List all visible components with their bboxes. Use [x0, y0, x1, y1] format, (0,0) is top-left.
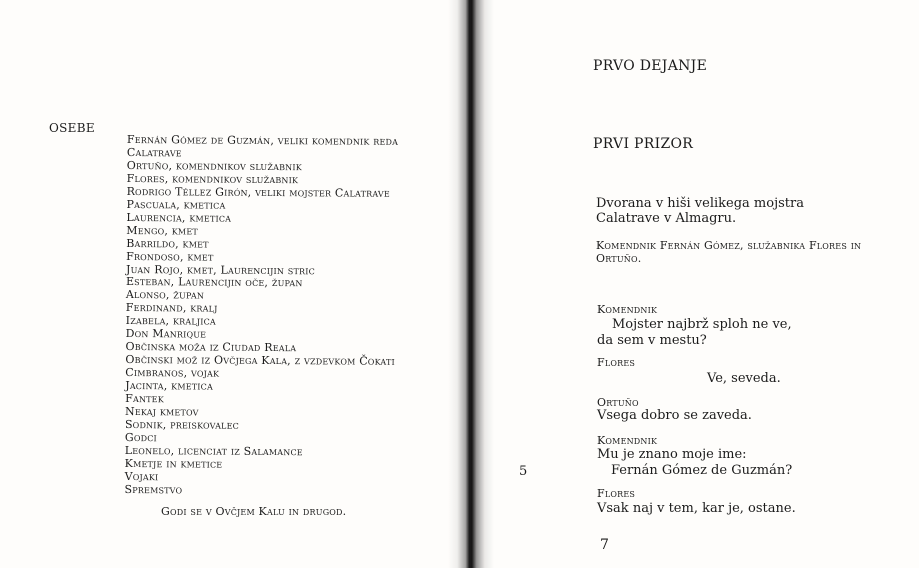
- cast-entry: Leonelo, licenciat iz Salamance: [124, 443, 303, 459]
- cast-entry: Fernán Gómez de Guzmán, veliki komendnik reda: [126, 133, 399, 148]
- cast-entry: Fantek: [125, 392, 164, 406]
- setting-note: Godi se v Ovčjem Kalu in drugod.: [161, 505, 347, 518]
- cast-entry: Kmetje in kmetice: [124, 456, 223, 471]
- cast-heading: OSEBE: [49, 121, 95, 135]
- cast-entry: Pascuala, kmetica: [126, 197, 226, 212]
- cast-entry: Ortuño, komendnikov služabnik: [126, 158, 302, 174]
- cast-entry: Vojaki: [124, 469, 159, 484]
- act-title: PRVO DEJANJE: [593, 58, 708, 74]
- verse-line: Vsak naj v tem, kar je, ostane.: [597, 501, 796, 516]
- scene-title: PRVI PRIZOR: [593, 136, 694, 152]
- left-page-number: 5: [519, 464, 528, 479]
- right-page: [472, 0, 919, 568]
- verse-line: Vsega dobro se zaveda.: [597, 408, 752, 423]
- cast-entry: Mengo, kmet: [126, 223, 198, 238]
- verse-line: Mu je znano moje ime:: [597, 447, 747, 462]
- verse-line: da sem v mestu?: [597, 333, 707, 348]
- cast-entry: Calatrave: [126, 145, 182, 160]
- cast-entry: Barrildo, kmet: [126, 236, 209, 251]
- book-gutter: [448, 0, 494, 568]
- speaker-label: Komendnik: [597, 303, 658, 316]
- cast-entry: Spremstvo: [124, 482, 183, 497]
- cast-entry: Frondoso, kmet: [126, 249, 214, 264]
- verse-line: Mojster najbrž sploh ne ve,: [612, 317, 792, 332]
- scene-characters: Komendnik Fernán Gómez, služabnika Flores in Ortuño.: [596, 239, 862, 265]
- dialogue-line: [597, 447, 792, 479]
- cast-entry: Ferdinand, kralj: [125, 301, 218, 316]
- cast-entry: Flores, komendnikov služabnik: [126, 171, 299, 187]
- cast-entry: Don Manrique: [125, 327, 207, 341]
- dialogue-line: [597, 317, 792, 349]
- cast-entry: Nekaj kmetov: [125, 405, 199, 419]
- speaker-label: Ortuño: [597, 396, 639, 409]
- cast-entry: Občinski mož iz Ovčjega Kala, z vzdevkom Čokati: [125, 353, 395, 369]
- cast-entry: Esteban, Laurencijin oče, župan: [125, 275, 303, 290]
- speaker-label: Flores: [597, 356, 636, 369]
- cast-entry: Godci: [124, 430, 157, 445]
- cast-entry: Sodnik, preiskovalec: [124, 417, 240, 432]
- cast-entry: Rodrigo Téllez Girón, veliki mojster Calatrave: [126, 184, 391, 200]
- cast-list: [124, 134, 398, 499]
- speaker-label: Komendnik: [597, 434, 658, 447]
- speaker-label: Flores: [597, 487, 636, 500]
- cast-entry: Alonso, župan: [125, 288, 205, 302]
- verse-line: Ve, seveda.: [707, 371, 781, 386]
- cast-entry: Laurencia, kmetica: [126, 210, 232, 225]
- verse-line: Fernán Gómez de Guzmán?: [611, 463, 793, 478]
- cast-entry: Juan Rojo, kmet, Laurencijin stric: [126, 262, 315, 277]
- right-page-number: 7: [600, 537, 609, 553]
- cast-entry: Občinska moža iz Ciudad Reala: [125, 340, 297, 355]
- cast-entry: Cimbranos, vojak: [125, 366, 220, 380]
- cast-entry: Jacinta, kmetica: [125, 379, 214, 393]
- scene-setting: Dvorana v hiši velikega mojstra Calatrave v Almagru.: [596, 196, 804, 226]
- cast-entry: Izabela, kraljica: [125, 314, 216, 328]
